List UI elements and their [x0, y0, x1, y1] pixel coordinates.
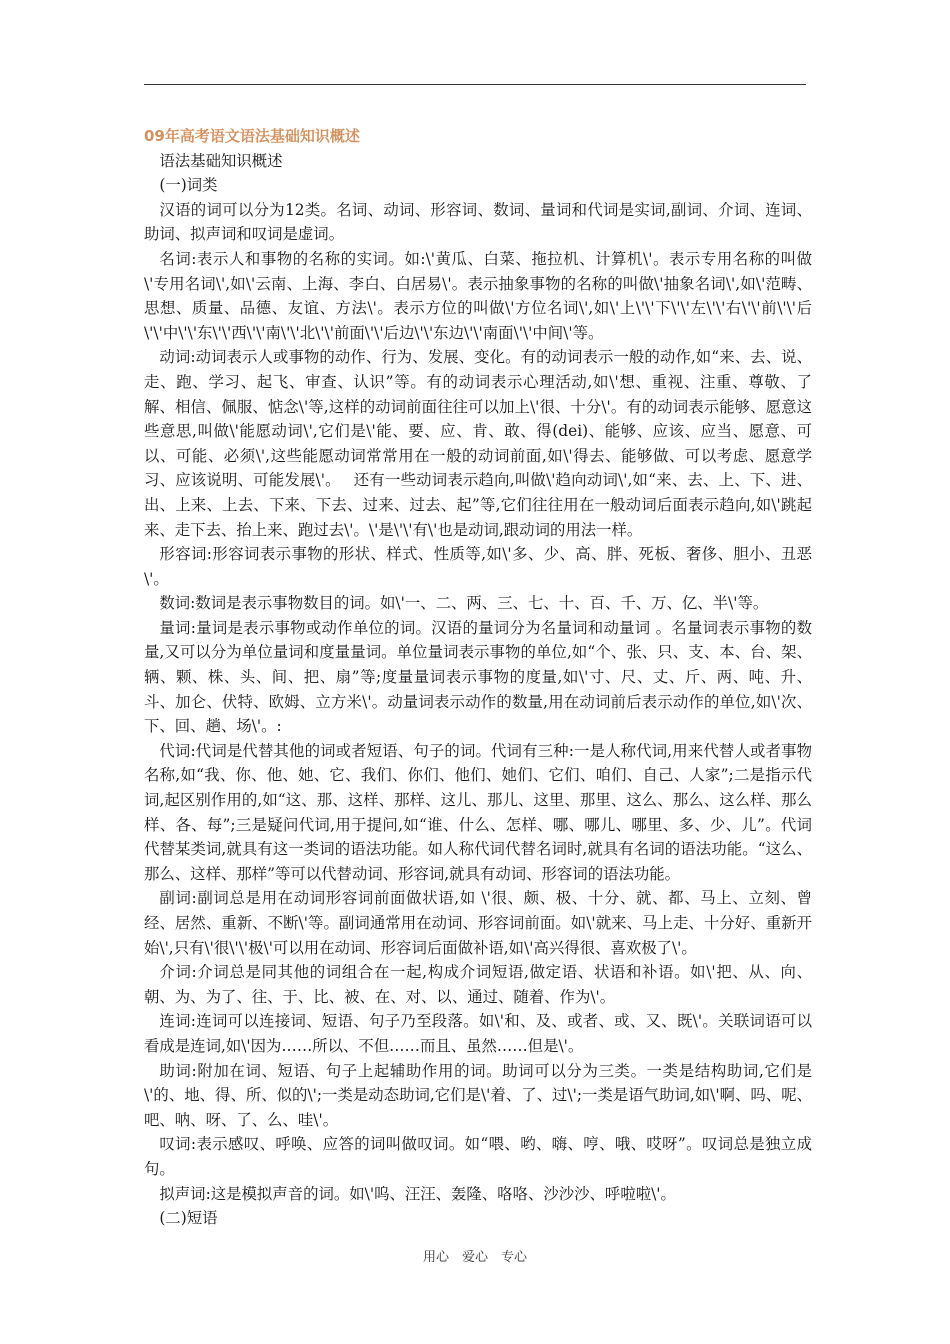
paragraph-onomatopoeia: 拟声词:这是模拟声音的词。如\'呜、汪汪、轰隆、咯咯、沙沙沙、呼啦啦\'。	[159, 1184, 676, 1203]
paragraph-nouns: 名词:表示人和事物的名称的实词。如:\'黄瓜、白菜、拖拉机、计算机\'。表示专用名称的叫做\'专用名词\',如\'云南、上海、李白、白居易\'。表示抽象事物的名称的叫做\'抽象名词\',如\'范畴、思想、质量、品德、友谊、方法\'。表示方位的叫做\'方位名词\',如\'上\'\'下\'\'左\'\'右\'\'前\'\'后\'\'中\'\'东\'\'西\'\'南\'\'北\'\'前面\'\'后边\'\'东边\'\'南面\'\'中间\'等。	[144, 249, 812, 342]
paragraph-particles: 助词:附加在词、短语、句子上起辅助作用的词。助词可以分为三类。一类是结构助词,它们是\'的、地、得、所、似的\';一类是动态助词,它们是\'着、了、过\';一类是语气助词,如\'啊、吗、呢、吧、呐、呀、了、么、哇\'。	[144, 1061, 812, 1129]
document-body	[144, 124, 812, 1231]
paragraph-measure-words: 量词:量词是表示事物或动作单位的词。汉语的量词分为名量词和动量词 。名量词表示事物的数量,又可以分为单位量词和度量量词。单位量词表示事物的单位,如“个、张、只、支、本、台、架、辆、颗、株、头、间、把、扇”等;度量量词表示事物的度量,如\'寸、尺、丈、斤、两、吨、升、斗、加仑、伏特、欧姆、立方米\'。动量词表示动作的数量,用在动词前后表示动作的单位,如\'次、下、回、趟、场\'。:	[144, 618, 812, 736]
paragraph-adverbs: 副词:副词总是用在动词形容词前面做状语,如 \'很、颇、极、十分、就、都、马上、立刻、曾经、居然、重新、不断\'等。副词通常用在动词、形容词前面。如\'就来、马上走、十分好、重新开始\',只有\'很\'\'极\'可以用在动词、形容词后面做补语,如\'高兴得很、喜欢极了\'。	[144, 889, 812, 957]
header-rule	[144, 84, 806, 85]
paragraph-intro: 汉语的词可以分为12类。名词、动词、形容词、数词、量词和代词是实词,副词、介词、连词、助词、拟声词和叹词是虚词。	[144, 200, 812, 244]
subsection-heading: (一)词类	[159, 176, 218, 195]
paragraph-pronouns: 代词:代词是代替其他的词或者短语、句子的词。代词有三种:一是人称代词,用来代替人或者事物名称,如“我、你、他、她、它、我们、你们、他们、她们、它们、咱们、自己、人家”;二是指示代词,起区别作用的,如“这、那、这样、那样、这儿、那儿、这里、那里、这么、那么、这么样、那么样、各、每”;三是疑问代词,用于提问,如“谁、什么、怎样、哪、哪儿、哪里、多、少、儿”。代词代替某类词,就具有这一类词的语法功能。如人称代词代替名词时,就具有名词的语法功能。“这么、那么、这样、那样”等可以代替动词、形容词,就具有动词、形容词的语法功能。	[144, 741, 812, 883]
section-heading: 语法基础知识概述	[159, 151, 283, 170]
page-footer: 用心 爱心 专心	[422, 1250, 527, 1265]
document-title: 09年高考语文语法基础知识概述	[144, 127, 360, 145]
paragraph-interjections: 叹词:表示感叹、呼唤、应答的词叫做叹词。如“喂、哟、嗨、哼、哦、哎呀”。叹词总是独立成句。	[144, 1135, 812, 1178]
subsection-heading-phrases: (二)短语	[159, 1209, 218, 1228]
paragraph-adjectives: 形容词:形容词表示事物的形状、样式、性质等,如\'多、少、高、胖、死板、奢侈、胆小、丑恶\'。	[144, 545, 812, 588]
paragraph-numerals: 数词:数词是表示事物数目的词。如\'一、二、两、三、七、十、百、千、万、亿、半\'等。	[159, 594, 769, 613]
paragraph-prepositions: 介词:介词总是同其他的词组合在一起,构成介词短语,做定语、状语和补语。如\'把、从、向、朝、为、为了、往、于、比、被、在、对、以、通过、随着、作为\'。	[144, 963, 812, 1006]
paragraph-conjunctions: 连词:连词可以连接词、短语、句子乃至段落。如\'和、及、或者、或、又、既\'。关联词语可以看成是连词,如\'因为……所以、不但……而且、虽然……但是\'。	[144, 1012, 812, 1055]
paragraph-verbs: 动词:动词表示人或事物的动作、行为、发展、变化。有的动词表示一般的动作,如“来、去、说、走、跑、学习、起飞、审查、认识”等。有的动词表示心理活动,如\'想、重视、注重、尊敬、了解、相信、佩服、惦念\'等,这样的动词前面往往可以加上\'很、十分\'。有的动词表示能够、愿意这些意思,叫做\'能愿动词\',它们是\'能、要、应、肯、敢、得(dei)、能够、应该、应当、愿意、可以、可能、必须\',这些能愿动词常常用在一般的动词前面,如\'得去、能够做、可以考虑、愿意学习、应该说明、可能发展\'。 还有一些动词表示趋向,叫做\'趋向动词\',如“来、去、上、下、进、出、上来、上去、下来、下去、过来、过去、起”等,它们往往用在一般动词后面表示趋向,如\'跳起来、走下去、抬上来、跑过去\'。\'是\'\'有\'也是动词,跟动词的用法一样。	[144, 348, 812, 539]
